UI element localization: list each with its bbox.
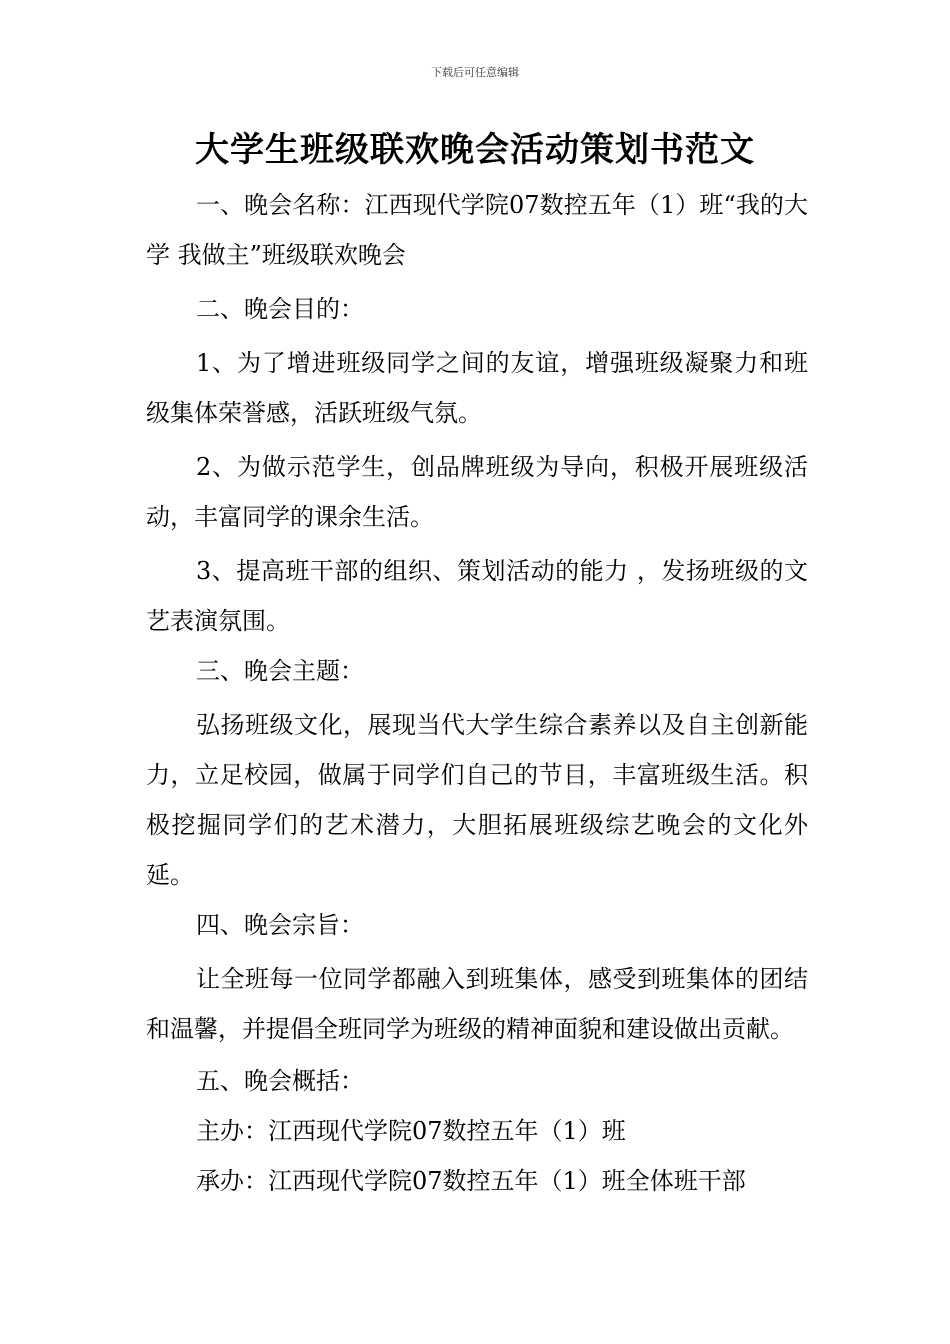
heading-event-overview: 五、晚会概括：: [196, 1067, 364, 1095]
paragraph-event-name: 一、晚会名称：江西现代学院07数控五年（1）班“我的大学 我做主”班级联欢晚会: [146, 191, 808, 269]
header-note: 下载后可任意编辑: [431, 66, 519, 79]
paragraph-organizer: 承办：江西现代学院07数控五年（1）班全体班干部: [196, 1167, 746, 1195]
heading-event-tenet: 四、晚会宗旨：: [196, 911, 364, 939]
paragraph-purpose-1: 1、为了增进班级同学之间的友谊，增强班级凝聚力和班级集体荣誉感，活跃班级气氛。: [146, 349, 808, 427]
paragraph-tenet: 让全班每一位同学都融入到班集体，感受到班集体的团结和温馨，并提倡全班同学为班级的精神面貌和建设做出贡献。: [146, 965, 808, 1043]
document-title: 大学生班级联欢晚会活动策划书范文: [195, 130, 755, 170]
heading-event-purpose: 二、晚会目的：: [196, 295, 364, 323]
paragraph-purpose-2: 2、为做示范学生，创品牌班级为导向，积极开展班级活动，丰富同学的课余生活。: [146, 453, 808, 531]
document-body: [146, 180, 808, 1206]
heading-event-theme: 三、晚会主题：: [196, 657, 364, 685]
paragraph-theme: 弘扬班级文化，展现当代大学生综合素养以及自主创新能力，立足校园，做属于同学们自己的节目，丰富班级生活。积极挖掘同学们的艺术潜力，大胆拓展班级综艺晚会的文化外延。: [146, 711, 808, 889]
paragraph-purpose-3: 3、提高班干部的组织、策划活动的能力 ，发扬班级的文艺表演氛围。: [146, 557, 808, 635]
paragraph-host: 主办：江西现代学院07数控五年（1）班: [196, 1117, 626, 1145]
